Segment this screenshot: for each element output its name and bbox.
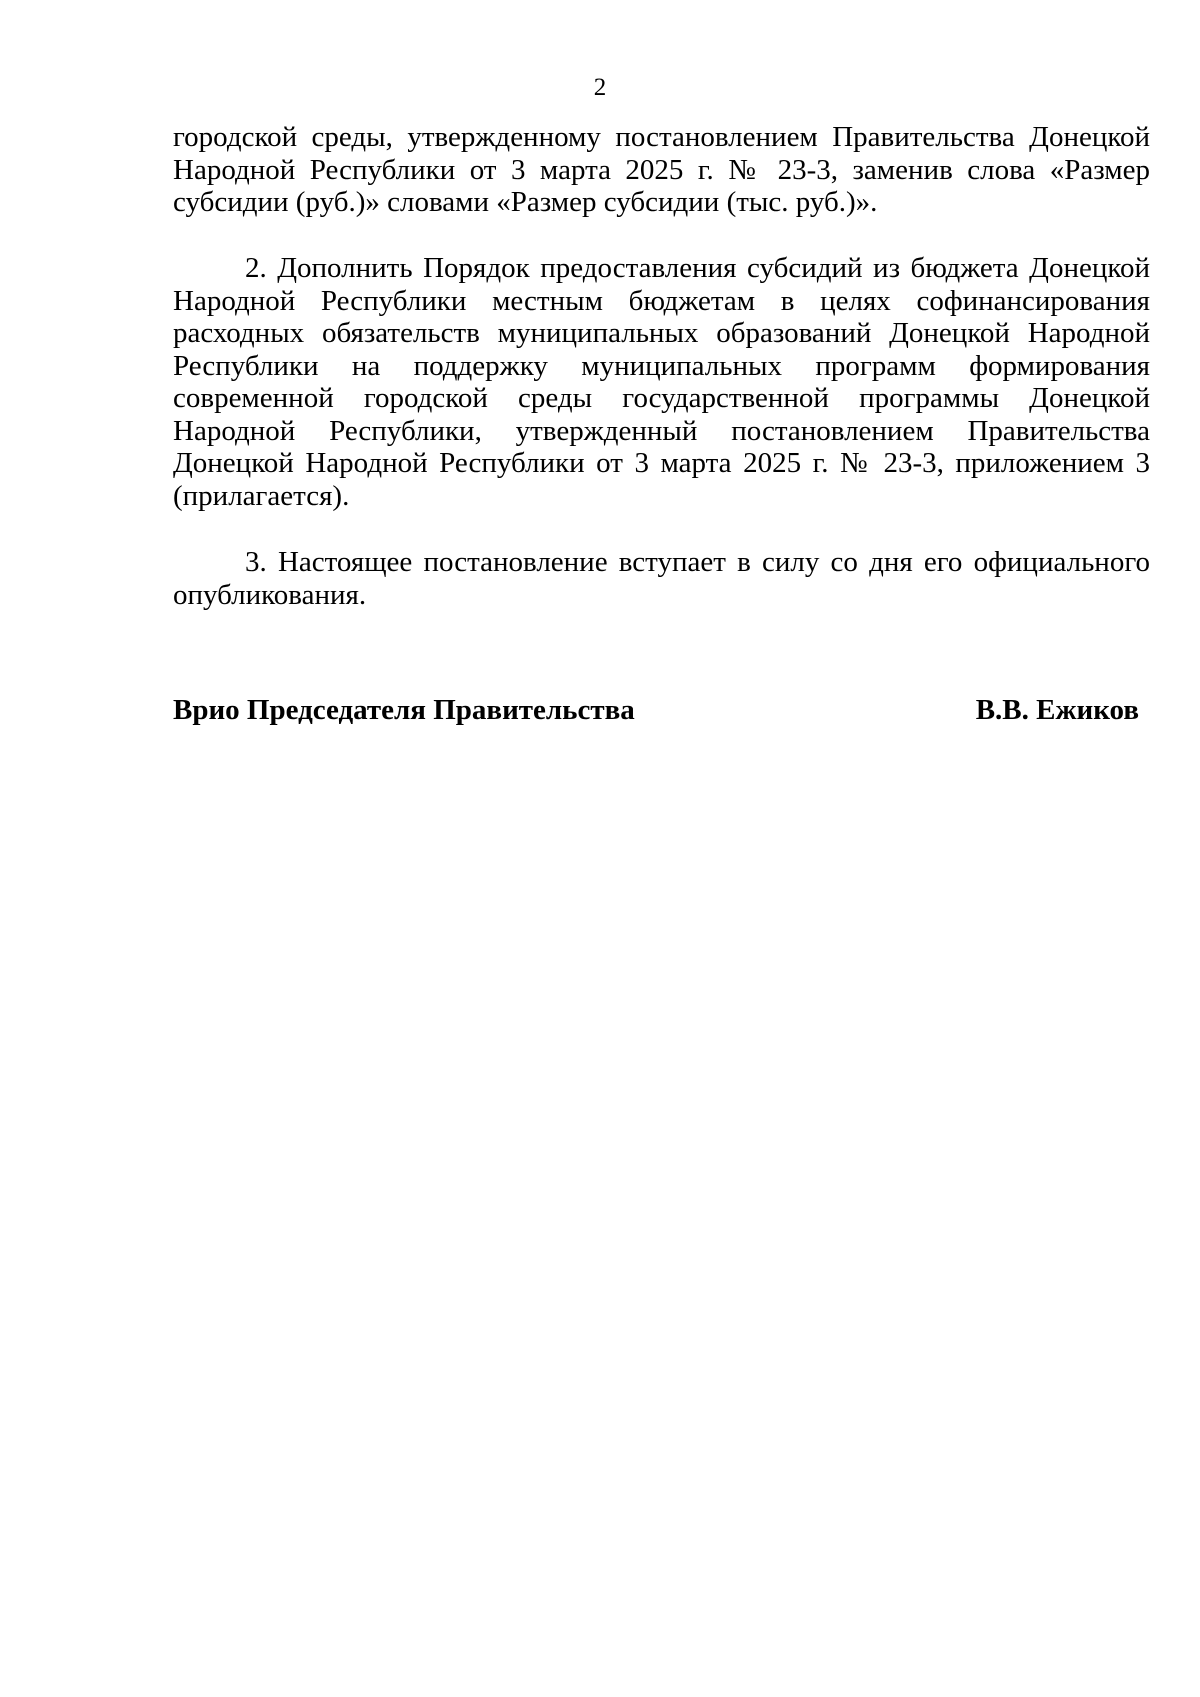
signatory-name: В.В. Ежиков	[975, 694, 1139, 726]
paragraph-2: 2. Дополнить Порядок предоставления субсидий из бюджета Донецкой Народной Республики местным бюджетам в целях софинансирования расходных обязательств муниципальных образований Донецкой Народной Республики на поддержку муниципальных программ формирования современной городской среды государственной программы Донецкой Народной Республики, утвержденный постановлением Правительства Донецкой Народной Республики от 3 марта 2025 г. № 23-3, приложением 3 (прилагается).	[173, 252, 1150, 512]
paragraph-3: 3. Настоящее постановление вступает в силу со дня его официального опубликования.	[173, 546, 1150, 611]
paragraph-1: городской среды, утвержденному постановлением Правительства Донецкой Народной Республики от 3 марта 2025 г. № 23-3, заменив слова «Размер субсидии (руб.)» словами «Размер субсидии (тыс. руб.)».	[173, 121, 1150, 218]
signature-block	[173, 694, 1139, 726]
signatory-position: Врио Председателя Правительства	[173, 694, 635, 726]
page-number: 2	[593, 74, 607, 101]
